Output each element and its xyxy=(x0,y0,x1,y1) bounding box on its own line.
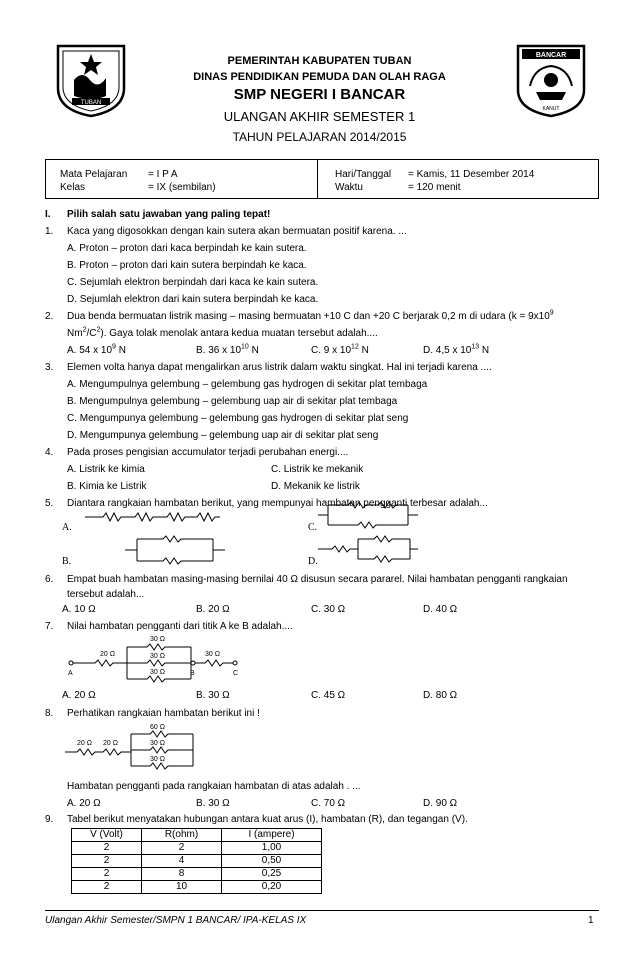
q5-circuit-b-parallel xyxy=(125,535,225,565)
q8-option-c: C. 70 Ω xyxy=(311,798,346,809)
table-cell: 1,00 xyxy=(222,842,322,855)
q1-option-a: A. Proton – proton dari kaca berpindah ke kain sutera. xyxy=(67,243,307,254)
svg-text:20 Ω: 20 Ω xyxy=(100,651,115,658)
exam-year: TAHUN PELAJARAN 2014/2015 xyxy=(232,130,407,144)
q4-option-b: B. Kimia ke Listrik xyxy=(67,481,147,492)
q4-number: 4. xyxy=(45,447,54,458)
table-row xyxy=(72,842,322,855)
table-row xyxy=(72,855,322,868)
q2-option-d: D. 4,5 x $10^{13}$ N xyxy=(423,343,490,356)
svg-text:20 Ω: 20 Ω xyxy=(103,740,118,747)
q9-text: Tabel berikut menyatakan hubungan antara kuat arus (I), hambatan (R), dan tegangan (V). xyxy=(67,814,468,825)
q8-circuit-diagram xyxy=(65,722,200,772)
header-line-1: PEMERINTAH KABUPATEN TUBAN xyxy=(227,55,412,67)
q3-option-d: D. Mengumpunya gelembung – gelembung uap air di sekitar plat seng xyxy=(67,430,379,441)
q5-text: Diantara rangkaian hambatan berikut, yang mempunyai hambatan pengganti terbesar adalah... xyxy=(67,498,488,509)
q8-number: 8. xyxy=(45,708,54,719)
q5-number: 5. xyxy=(45,498,54,509)
q6-number: 6. xyxy=(45,574,54,585)
waktu-value: = 120 menit xyxy=(408,182,461,193)
q2-text-line-1: Dua benda bermuatan listrik masing – masing bermuatan +10 C dan +20 C berjarak 0,2 m di udara ($k = 9x10^9$ xyxy=(67,309,554,322)
svg-text:TUBAN: TUBAN xyxy=(80,100,102,106)
section-number: I. xyxy=(45,209,51,220)
svg-text:30 Ω: 30 Ω xyxy=(150,653,165,660)
q5-option-c: C. xyxy=(308,522,318,533)
svg-text:30 Ω: 30 Ω xyxy=(150,740,165,747)
table-cell: 2 xyxy=(72,881,142,894)
q7-option-a: A. 20 Ω xyxy=(62,690,96,701)
footer-text: Ulangan Akhir Semester/SMPN 1 BANCAR/ IPA-KELAS IX xyxy=(45,915,307,926)
table-cell: 0,25 xyxy=(222,868,322,881)
table-cell: 0,50 xyxy=(222,855,322,868)
q2-option-a: A. 54 x $10^9$ N xyxy=(67,343,126,356)
q4-option-d: D. Mekanik ke listrik xyxy=(271,481,360,492)
svg-text:20 Ω: 20 Ω xyxy=(77,740,92,747)
q1-option-b: B. Proton – proton dari kain sutera berpindah ke kaca. xyxy=(67,260,307,271)
q7-option-b: B. 30 Ω xyxy=(196,690,230,701)
table-header-cell: R(ohm) xyxy=(142,829,222,842)
q6-option-d: D. 40 Ω xyxy=(423,604,458,615)
table-cell: 4 xyxy=(142,855,222,868)
q1-option-d: D. Sejumlah elektron dari kain sutera berpindah ke kaca. xyxy=(67,294,319,305)
svg-text:A: A xyxy=(68,670,73,677)
svg-text:BANCAR: BANCAR xyxy=(535,52,567,59)
q5-circuit-d-mixed xyxy=(318,534,418,564)
hari-value: = Kamis, 11 Desember 2014 xyxy=(408,169,535,180)
kelas-value: = IX (sembilan) xyxy=(148,182,216,193)
q8-option-a: A. 20 Ω xyxy=(67,798,101,809)
footer-divider xyxy=(45,910,599,911)
q2-option-b: B. 36 x $10^{10}$ N xyxy=(196,343,259,356)
section-title: Pilih salah satu jawaban yang paling tepat! xyxy=(67,209,271,220)
q7-text: Nilai hambatan pengganti dari titik A ke B adalah.... xyxy=(67,621,293,632)
q4-option-a: A. Listrik ke kimia xyxy=(67,464,145,475)
header-line-2: DINAS PENDIDIKAN PEMUDA DAN OLAH RAGA xyxy=(193,71,446,83)
q3-text: Elemen volta hanya dapat mengalirkan arus listrik dalam waktu singkat. Hal ini terjadi karena .... xyxy=(67,362,492,373)
table-header-cell: I (ampere) xyxy=(222,829,322,842)
q5-option-a: A. xyxy=(62,522,72,533)
kelas-label: Kelas xyxy=(60,182,86,193)
svg-text:30 Ω: 30 Ω xyxy=(150,636,165,643)
svg-text:30 Ω: 30 Ω xyxy=(150,669,165,676)
table-header-row xyxy=(72,829,322,842)
table-cell: 8 xyxy=(142,868,222,881)
table-cell: 2 xyxy=(72,855,142,868)
hari-label: Hari/Tanggal xyxy=(335,169,392,180)
table-row xyxy=(72,881,322,894)
q3-option-c: C. Mengumpunya gelembung – gelembung gas hydrogen di sekitar plat seng xyxy=(67,413,409,424)
q6-option-b: B. 20 Ω xyxy=(196,604,230,615)
table-row xyxy=(72,868,322,881)
q5-option-d: D. xyxy=(308,556,318,567)
mapel-label: Mata Pelajaran xyxy=(60,169,128,180)
q2-text-line-2: $Nm^2/C^2$). Gaya tolak menolak antara kedua muatan tersebut adalah.... xyxy=(67,326,378,339)
svg-text:30 Ω: 30 Ω xyxy=(205,651,220,658)
q7-option-d: D. 80 Ω xyxy=(423,690,458,701)
svg-text:30 Ω: 30 Ω xyxy=(150,756,165,763)
q1-text: Kaca yang digosokkan dengan kain sutera akan bermuatan positif karena. ... xyxy=(67,226,407,237)
mapel-value: = I P A xyxy=(148,169,178,180)
q9-number: 9. xyxy=(45,814,54,825)
q6-text-line-2: tersebut adalah... xyxy=(67,589,145,600)
q5-circuit-c-parallel xyxy=(318,500,418,530)
svg-text:KANUT: KANUT xyxy=(542,106,560,112)
q3-number: 3. xyxy=(45,362,54,373)
q2-number: 2. xyxy=(45,311,54,322)
q1-number: 1. xyxy=(45,226,54,237)
school-name: SMP NEGERI I BANCAR xyxy=(233,86,406,103)
q7-option-c: C. 45 Ω xyxy=(311,690,346,701)
table-cell: 10 xyxy=(142,881,222,894)
q5-option-b: B. xyxy=(62,556,72,567)
q8-option-d: D. 90 Ω xyxy=(423,798,458,809)
q8-text: Perhatikan rangkaian hambatan berikut ini ! xyxy=(67,708,260,719)
q5-circuit-a-series xyxy=(85,510,220,524)
table-cell: 2 xyxy=(142,842,222,855)
q3-option-b: B. Mengumpulnya gelembung – gelembung uap air di sekitar plat tembaga xyxy=(67,396,398,407)
table-cell: 2 xyxy=(72,868,142,881)
waktu-label: Waktu xyxy=(335,182,363,193)
table-header-cell: V (Volt) xyxy=(72,829,142,842)
q4-text: Pada proses pengisian accumulator terjadi perubahan energi.... xyxy=(67,447,349,458)
exam-title: ULANGAN AKHIR SEMESTER 1 xyxy=(223,109,416,124)
q8-text-line-2: Hambatan pengganti pada rangkaian hambatan di atas adalah . ... xyxy=(67,781,361,792)
q6-option-a: A. 10 Ω xyxy=(62,604,96,615)
svg-text:C: C xyxy=(233,670,239,677)
q6-text-line-1: Empat buah hambatan masing-masing bernilai 40 Ω disusun secara pararel. Nilai hambatan pengganti rangkaian xyxy=(67,574,568,585)
page-number: 1 xyxy=(588,915,594,926)
q7-number: 7. xyxy=(45,621,54,632)
q8-option-b: B. 30 Ω xyxy=(196,798,230,809)
q4-option-c: C. Listrik ke mekanik xyxy=(271,464,364,475)
table-cell: 0,20 xyxy=(222,881,322,894)
q6-option-c: C. 30 Ω xyxy=(311,604,346,615)
svg-text:B: B xyxy=(190,670,195,677)
q1-option-c: C. Sejumlah elektron berpindah dari kaca ke kain sutera. xyxy=(67,277,319,288)
q3-option-a: A. Mengumpulnya gelembung – gelembung gas hydrogen di sekitar plat tembaga xyxy=(67,379,428,390)
q2-option-c: C. 9 x $10^{12}$ N xyxy=(311,343,369,356)
svg-text:60 Ω: 60 Ω xyxy=(150,724,165,731)
vri-table xyxy=(71,828,322,894)
table-cell: 2 xyxy=(72,842,142,855)
q7-circuit-diagram xyxy=(65,633,250,685)
